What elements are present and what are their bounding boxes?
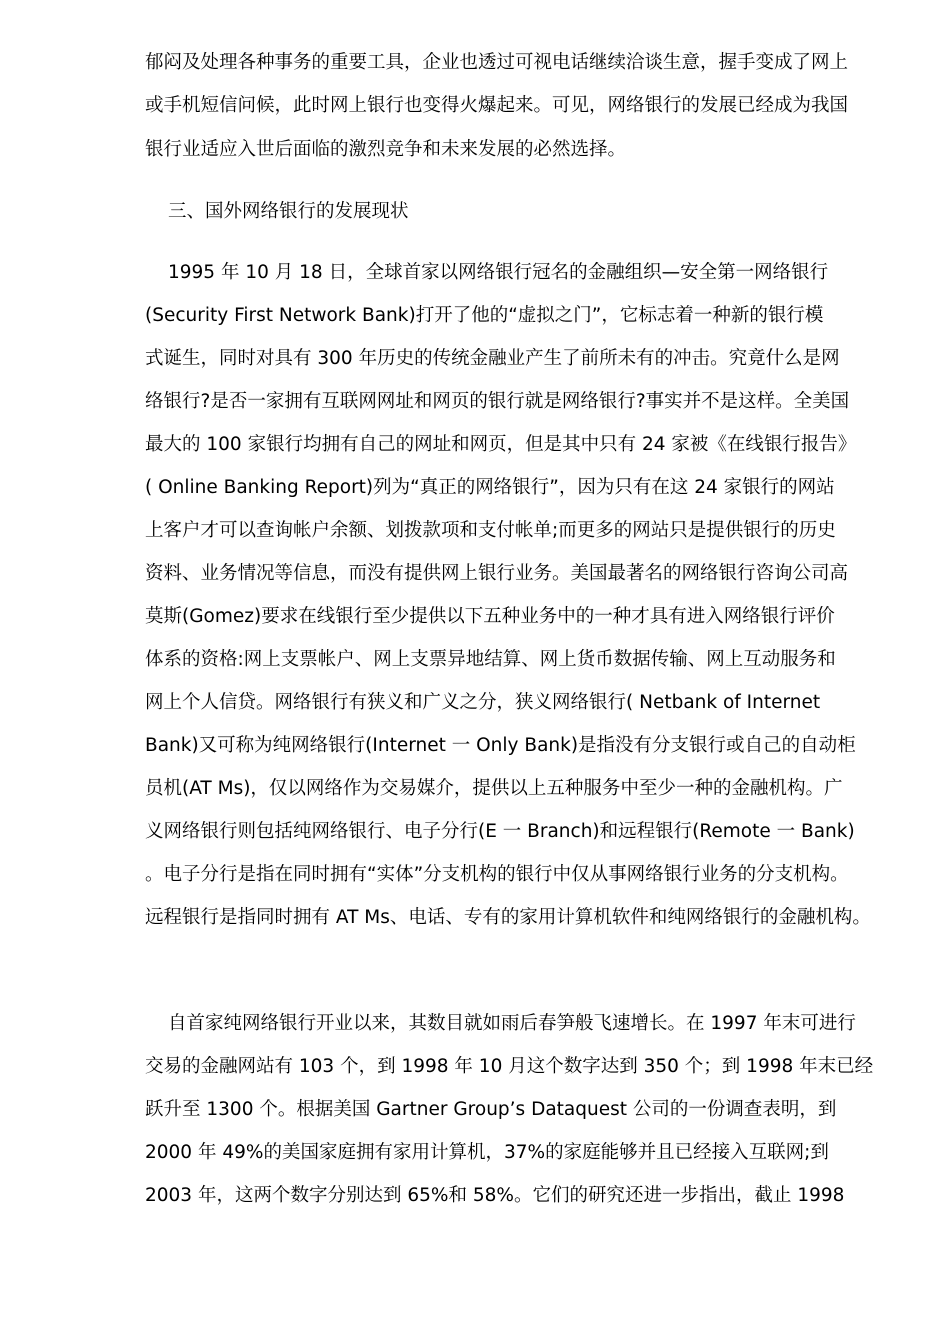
paragraph-2-line-16: 远程银行是指同时拥有 AT Ms、电话、专有的家用计算机软件和纯网络银行的金融机构。 <box>145 907 871 928</box>
section-heading: 三、国外网络银行的发展现状 <box>168 201 409 222</box>
paragraph-1-line-3: 银行业适应入世后面临的激烈竞争和未来发展的必然选择。 <box>145 139 627 160</box>
paragraph-2-line-14: 义网络银行则包括纯网络银行、电子分行(E 一 Branch)和远程银行(Remote 一 Bank) <box>145 821 855 842</box>
paragraph-2-line-9: 莫斯(Gomez)要求在线银行至少提供以下五种业务中的一种才具有进入网络银行评价 <box>145 606 835 627</box>
paragraph-1-line-2: 或手机短信问候，此时网上银行也变得火爆起来。可见，网络银行的发展已经成为我国 <box>145 95 849 116</box>
paragraph-2-line-10: 体系的资格:网上支票帐户、网上支票异地结算、网上货币数据传输、网上互动服务和 <box>145 649 836 670</box>
paragraph-2-line-15: 。电子分行是指在同时拥有“实体”分支机构的银行中仅从事网络银行业务的分支机构。 <box>145 864 849 885</box>
paragraph-2-line-11: 网上个人信贷。网络银行有狭义和广义之分，狭义网络银行( Netbank of Internet <box>145 692 821 713</box>
paragraph-3-line-1: 自首家纯网络银行开业以来，其数目就如雨后春笋般飞速增长。在 1997 年末可进行 <box>168 1013 856 1034</box>
paragraph-3-line-3: 跃升至 1300 个。根据美国 Gartner Group’s Dataquest 公司的一份调查表明，到 <box>145 1099 837 1120</box>
paragraph-2-line-8: 资料、业务情况等信息，而没有提供网上银行业务。美国最著名的网络银行咨询公司高 <box>145 563 849 584</box>
paragraph-2-line-12: Bank)又可称为纯网络银行(Internet 一 Only Bank)是指没有分支银行或自己的自动柜 <box>145 735 856 756</box>
paragraph-2-line-4: 络银行?是否一家拥有互联网网址和网页的银行就是网络银行?事实并不是这样。全美国 <box>145 391 850 412</box>
paragraph-2-line-5: 最大的 100 家银行均拥有自己的网址和网页，但是其中只有 24 家被《在线银行报告》 <box>145 434 857 455</box>
paragraph-2-line-6: ( Online Banking Report)列为“真正的网络银行”，因为只有在这 24 家银行的网站 <box>145 477 835 498</box>
paragraph-3-line-5: 2003 年，这两个数字分别达到 65%和 58%。它们的研究还进一步指出，截止 1998 <box>145 1185 845 1206</box>
paragraph-2-line-2: (Security First Network Bank)打开了他的“虚拟之门”，它标志着一种新的银行模 <box>145 305 824 326</box>
paragraph-3-line-2: 交易的金融网站有 103 个，到 1998 年 10 月这个数字达到 350 个；到 1998 年末已经 <box>145 1056 874 1077</box>
paragraph-2-line-7: 上客户才可以查询帐户余额、划拨款项和支付帐单;而更多的网站只是提供银行的历史 <box>145 520 836 541</box>
paragraph-2-line-13: 员机(AT Ms)，仅以网络作为交易媒介，提供以上五种服务中至少一种的金融机构。广 <box>145 778 843 799</box>
paragraph-1-line-1: 郁闷及处理各种事务的重要工具，企业也透过可视电话继续洽谈生意，握手变成了网上 <box>145 52 849 73</box>
paragraph-2-line-3: 式诞生，同时对具有 300 年历史的传统金融业产生了前所未有的冲击。究竟什么是网 <box>145 348 840 369</box>
paragraph-2-line-1: 1995 年 10 月 18 日，全球首家以网络银行冠名的金融组织—安全第一网络银行 <box>168 262 829 283</box>
paragraph-3-line-4: 2000 年 49%的美国家庭拥有家用计算机，37%的家庭能够并且已经接入互联网;到 <box>145 1142 829 1163</box>
